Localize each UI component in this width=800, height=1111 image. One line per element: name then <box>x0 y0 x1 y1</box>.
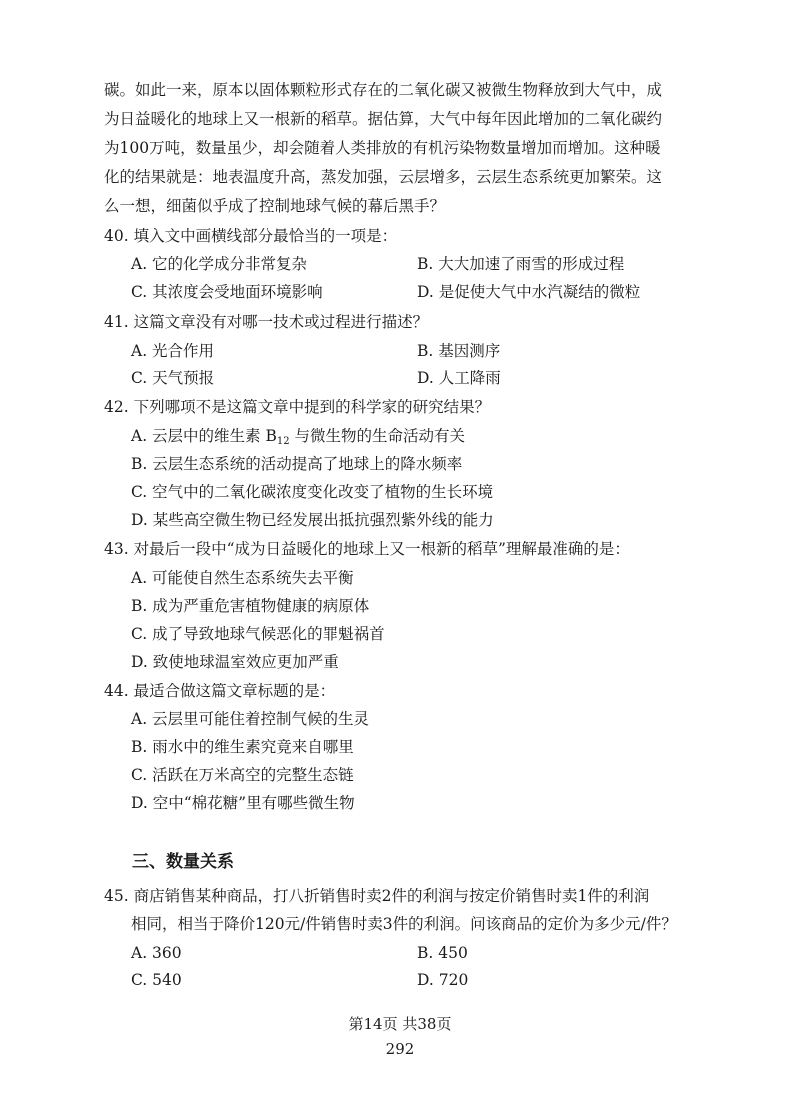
q41-option-c: C. 天气预报 <box>131 369 215 387</box>
q42-option-a-text-end: 与微生物的生命活动有关 <box>289 427 466 445</box>
q45-option-c: C. 540 <box>131 971 182 989</box>
q45-option-d: D. 720 <box>417 971 469 989</box>
question-41-stem: 41. 这篇文章没有对哪一技术或过程进行描述？ <box>104 313 429 331</box>
q44-option-c: C. 活跃在万米高空的完整生态链 <box>131 766 354 784</box>
q42-option-d: D. 某些高空微生物已经发展出抵抗强烈紫外线的能力 <box>131 511 494 529</box>
passage-line: 为日益暖化的地球上又一根新的稻草。据估算，大气中每年因此增加的二氧化碳约 <box>104 110 663 128</box>
question-40-stem: 40. 填入文中画横线部分最恰当的一项是： <box>104 227 398 245</box>
q40-option-c: C. 其浓度会受地面环境影响 <box>131 283 323 301</box>
question-45-stem-line2: 相同，相当于降价120元/件销售时卖3件的利润。问该商品的定价为多少元/件？ <box>131 915 677 933</box>
q44-option-a: A. 云层里可能住着控制气候的生灵 <box>131 710 370 728</box>
q43-option-a: A. 可能使自然生态系统失去平衡 <box>131 569 354 587</box>
page-label: 第14页 共38页 <box>348 1015 452 1033</box>
q43-option-d: D. 致使地球温室效应更加严重 <box>131 653 339 671</box>
passage-line: 为100万吨，数量虽少，却会随着人类排放的有机污染物数量增加而增加。这种暖 <box>104 139 661 157</box>
q43-option-c: C. 成了导致地球气候恶化的罪魁祸首 <box>131 625 385 643</box>
q40-option-a: A. 它的化学成分非常复杂 <box>131 255 308 273</box>
q41-option-d: D. 人工降雨 <box>417 369 501 387</box>
question-44-stem: 44. 最适合做这篇文章标题的是： <box>104 682 336 700</box>
q45-option-a: A. 360 <box>131 944 182 962</box>
passage-line: 化的结果就是：地表温度升高，蒸发加强，云层增多，云层生态系统更加繁荣。这 <box>104 168 663 186</box>
q41-option-b: B. 基因测序 <box>417 342 501 360</box>
q41-option-a: A. 光合作用 <box>131 342 215 360</box>
q44-option-b: B. 雨水中的维生素究竟来自哪里 <box>131 738 354 756</box>
passage-line: 碳。如此一来，原本以固体颗粒形式存在的二氧化碳又被微生物释放到大气中，成 <box>104 81 663 99</box>
q42-option-a-text: A. 云层中的维生素 B <box>131 427 277 445</box>
q44-option-d: D. 空中“棉花糖”里有哪些微生物 <box>131 794 355 812</box>
q45-option-b: B. 450 <box>417 944 468 962</box>
q42-option-c: C. 空气中的二氧化碳浓度变化改变了植物的生长环境 <box>131 483 494 501</box>
section-title: 三、数量关系 <box>132 852 234 872</box>
q43-option-b: B. 成为严重危害植物健康的病原体 <box>131 597 370 615</box>
passage-line: 么一想，细菌似乎成了控制地球气候的幕后黑手？ <box>104 197 446 215</box>
question-42-stem: 42. 下列哪项不是这篇文章中提到的科学家的研究结果？ <box>104 398 491 416</box>
question-43-stem: 43. 对最后一段中“成为日益暖化的地球上又一根新的稻草”理解最准确的是： <box>104 540 630 558</box>
page-number: 292 <box>385 1040 415 1058</box>
q42-option-b: B. 云层生态系统的活动提高了地球上的降水频率 <box>131 455 463 473</box>
question-45-stem-line1: 45. 商店销售某种商品，打八折销售时卖2件的利润与按定价销售时卖1件的利润 <box>104 887 650 905</box>
q42-option-a-subscript: 12 <box>276 436 290 447</box>
q40-option-b: B. 大大加速了雨雪的形成过程 <box>417 255 625 273</box>
q40-option-d: D. 是促使大气中水汽凝结的微粒 <box>417 283 641 301</box>
passage-tail <box>104 76 700 221</box>
